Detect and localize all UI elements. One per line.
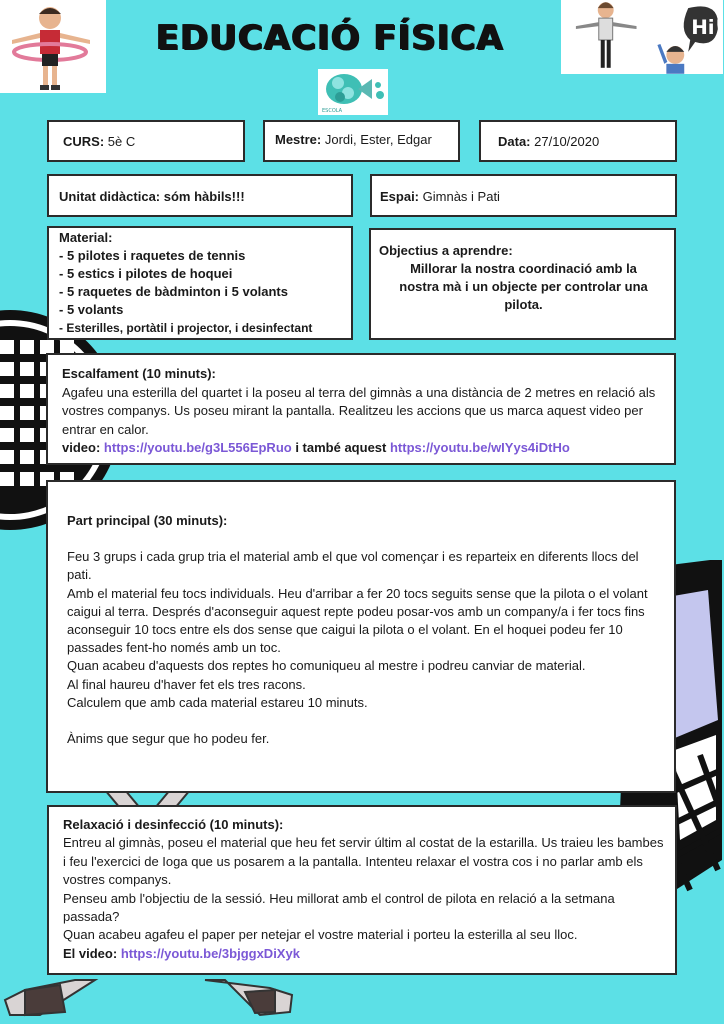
escalfament-video-link-1[interactable]: https://youtu.be/g3L556EpRuo: [103, 440, 292, 455]
mestre-box: [263, 120, 460, 162]
logo-caption: ESCOLA: [322, 108, 343, 114]
escalfament-link-connector: i també aquest: [291, 440, 390, 455]
principal-paragraph: Calculem que amb cada material estareu 10 minuts.: [67, 694, 368, 710]
relaxacio-title: Relaxació i desinfecció (10 minuts):: [63, 817, 284, 832]
escalfament-title: Escalfament (10 minuts):: [62, 366, 216, 381]
relaxacio-video-label: El video:: [63, 945, 118, 961]
curs-value: 5è C: [107, 134, 136, 149]
espai-value: Gimnàs i Pati: [422, 189, 500, 204]
hi-bubble-text: Hi!: [691, 16, 723, 40]
escalfament-video-link-2[interactable]: https://youtu.be/wIYys4iDtHo: [389, 440, 570, 455]
material-title: Material:: [59, 230, 113, 245]
waving-figures-icon: [561, 0, 723, 74]
relaxacio-paragraph: Quan acabeu agafeu el paper per netejar el vostre material i porteu la esterilla al seu lloc.: [63, 927, 578, 943]
teachers-hi-avatar: [561, 0, 723, 74]
unitat-box: [47, 174, 353, 217]
school-logo: [318, 69, 388, 115]
curs-box: [47, 120, 245, 162]
mestre-value: Jordi, Ester, Edgar: [324, 132, 432, 147]
principal-paragraph: Quan acabeu d'aquests dos reptes ho comuniqueu al mestre i podreu canviar de material.: [67, 658, 586, 674]
espai-label: Espai:: [380, 189, 420, 204]
objectius-title: Objectius a aprendre:: [379, 243, 513, 258]
escalfament-video-label: video:: [62, 440, 101, 455]
relaxacio-video-link[interactable]: https://youtu.be/3bjggxDiXyk: [120, 945, 300, 961]
material-item: - 5 pilotes i raquetes de tennis: [59, 248, 246, 263]
unitat-label: Unitat didàctica:: [59, 189, 161, 204]
teacher-hulahoop-avatar: [0, 0, 106, 93]
material-box: [47, 226, 353, 340]
principal-paragraph: Al final haureu d'haver fet els tres racons.: [67, 676, 306, 692]
espai-box: [370, 174, 677, 217]
objectius-text: Millorar la nostra coordinació amb la nostra mà i un objecte per controlar una pilota.: [399, 261, 648, 312]
principal-paragraph: Amb el material feu tocs individuals. Heu d'arribar a fer 20 tocs seguits sense que la pilota o el volant caigui al terra. Després d'aconseguir aquest repte podeu posar-vos amb un company/a i fer tocs fins aconseguir 10 tocs entre els dos sense que caigui la pilota o el volant. En el hoquei podeu fer 10 passades fent-ho només amb un toc.: [67, 585, 648, 656]
escalfament-box: [46, 353, 676, 465]
material-item: - Esterilles, portàtil i projector, i desinfectant: [59, 321, 313, 335]
data-value: 27/10/2020: [534, 134, 600, 149]
objectius-box: [369, 228, 676, 340]
relaxacio-video-line: [63, 945, 665, 963]
principal-title: Part principal (30 minuts):: [67, 513, 228, 528]
material-item: - 5 estics i pilotes de hoquei: [59, 266, 233, 281]
escalfament-video-line: [62, 439, 662, 458]
material-item: - 5 raquetes de bàdminton i 5 volants: [59, 284, 288, 299]
mestre-label: Mestre:: [275, 132, 322, 147]
escalfament-text: Agafeu una esterilla del quartet i la poseu al terra del gimnàs a una distància de 2 metres en relació als vostres companys. Us poseu mirant la pantalla. Realitzeu les accions que us marca aquest video per entrar en calor.: [62, 384, 656, 437]
relaxacio-paragraph: Penseu amb l'objectiu de la sessió. Heu millorat amb el control de pilota en relació a la setmana passada?: [63, 890, 615, 925]
relaxacio-box: [47, 805, 677, 975]
principal-closing: Ànims que segur que ho podeu fer.: [67, 731, 270, 747]
data-box: [479, 120, 677, 162]
relaxacio-paragraph: Entreu al gimnàs, poseu el material que heu fet servir últim al costat de la estarilla. Us traieu les bambes i feu l'exercici de Ioga que us posarem a la pantalla. Intenteu relaxar el vostra cos i no parlar amb els vostres companys.: [63, 835, 664, 888]
unitat-value: sóm hàbils!!!: [163, 189, 245, 204]
fish-logo-icon: [318, 69, 388, 115]
principal-paragraph: Feu 3 grups i cada grup tria el material amb el que vol començar i es reparteix en diferents llocs del pati.: [67, 549, 639, 583]
hulahoop-figure-icon: [0, 0, 106, 93]
curs-label: CURS:: [63, 134, 105, 149]
data-label: Data:: [498, 134, 531, 149]
material-item: - 5 volants: [59, 302, 124, 317]
page-title: EDUCACIÓ FÍSICA: [156, 18, 504, 58]
principal-box: [46, 480, 676, 793]
